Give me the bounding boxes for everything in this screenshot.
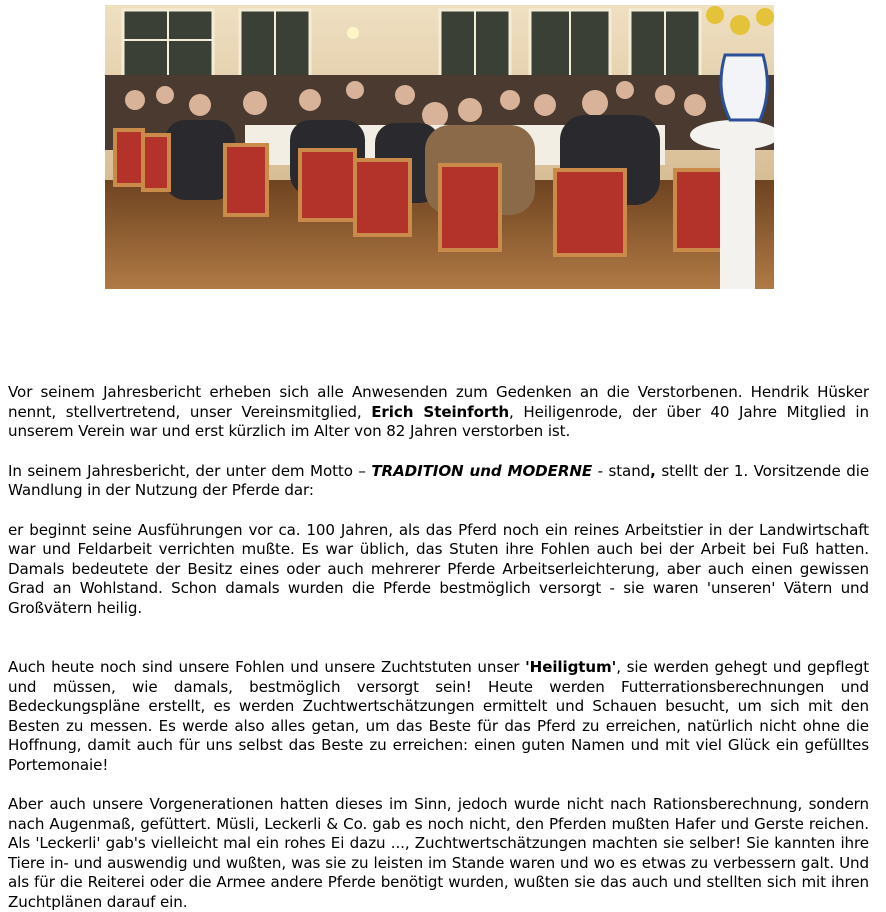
photo-banquet-hall-icon [105,5,774,289]
banquet-photo [105,5,774,289]
paragraph-text: In seinem Jahresbericht, der unter dem Motto – [8,461,372,480]
paragraph-today [8,658,869,775]
paragraph-text: , [650,461,656,480]
paragraph-text: Vor seinem Jahresbericht erheben sich alle Anwesenden zum Gedenken an die Verstorbenen. Hendrik Hüsker nennt, stellvertretend, unser Vereinsmitglied, [8,383,869,421]
paragraph-ancestors: Aber auch unsere Vorgenerationen hatten dieses im Sinn, jedoch wurde nicht nach Rationsberechnung, sondern nach Augenmaß, gefüttert. Müsli, Leckerli & Co. gab es noch nicht, den Pferden mußten Hafer und Gerste reichen. Als 'Leckerli' gab's vielleicht mal ein rohes Ei dazu ..., Zuchtwertschätzungen machten sie selber! Sie kannten ihre Tiere in- und auswendig und wußten, was sie zu leisten im Stande waren und wo es etwas zu verbessern galt. Und als für die Reiterei oder die Armee andere Pferde benötigt wurden, wußten sie das auch und stellten sich mit ihren Zuchtplänen darauf ein. [8,795,869,911]
paragraph-text: , sie werden gehegt und gepflegt und müssen, wie damals, bestmöglich versorgt sein! Heute werden Futterrationsberechnungen und Bedeckungspläne erstellt, es werden Zuchtwertschätzungen ermittelt und Schauen besucht, um sich mit den Besten zu messen. Es werde also alles getan, um das Beste für das Pferd zu erreichen, natürlich nicht ohne die Hoffnung, damit auch für uns selbst das Beste zu erreichen: einen guten Namen und mit viel Glück ein gefülltes Portemonaie! [8,658,870,774]
paragraph-text: stellt der 1. Vorsitzende die Wandlung in der Nutzung der Pferde dar: [8,461,869,499]
heiligtum-text: 'Heiligtum' [525,658,617,676]
article-body [8,383,869,912]
paragraph-text: Auch heute noch sind unsere Fohlen und unsere Zuchtstuten unser [8,658,526,676]
paragraph-text: , Heiligenrode, der über 40 Jahre Mitglied in unserem Verein war und erst kürzlich im Alter von 82 Jahren verstorben ist. [8,402,869,440]
member-name: Erich Steinforth [371,402,510,421]
paragraph-report-intro [8,462,869,501]
paragraph-history: er beginnt seine Ausführungen vor ca. 100 Jahren, als das Pferd noch ein reines Arbeitstier in der Landwirtschaft war und Feldarbeit verrichten mußte. Es war üblich, das Stuten ihre Fohlen auch bei der Arbeit bei Fuß hatten. Damals bedeutete der Besitz eines oder auch mehrerer Pferde Arbeitserleichterung, aber auch einen gewissen Grad an Wohlstand. Schon damals wurden die Pferde bestmöglich versorgt - sie waren 'unseren' Vätern und Großvätern heilig. [8,520,869,617]
motto-text: TRADITION und MODERNE [371,461,593,480]
paragraph-memorial [8,383,869,442]
paragraph-text: - stand [592,461,651,480]
